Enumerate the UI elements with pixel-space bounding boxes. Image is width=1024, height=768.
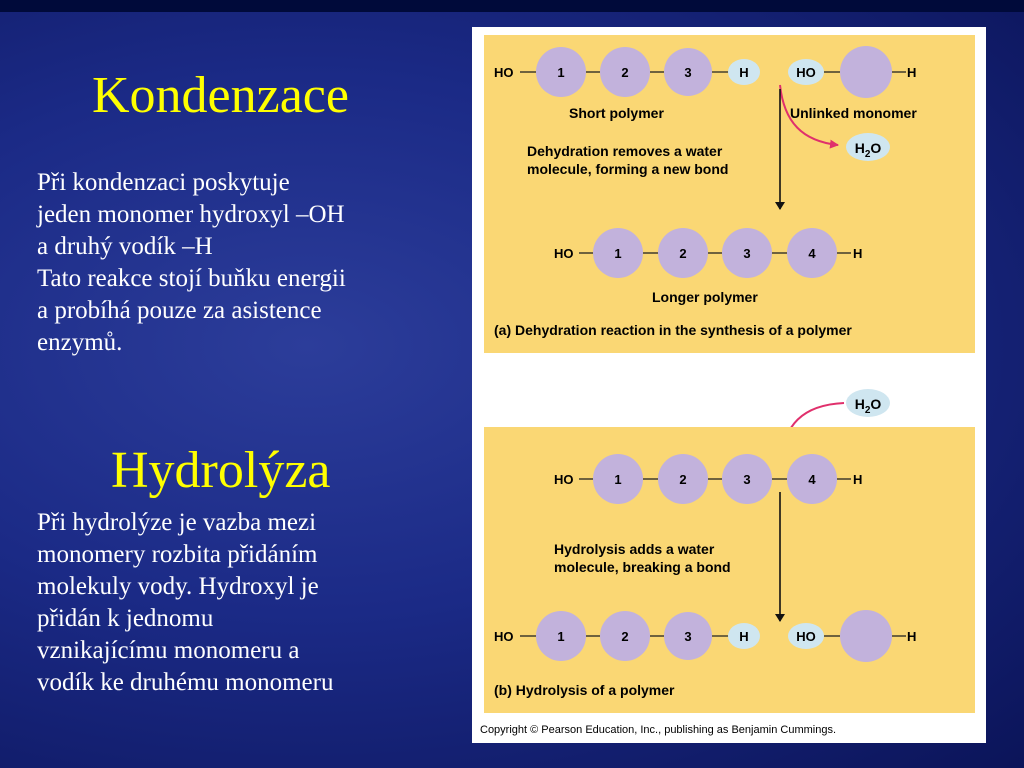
hydrolysis-description-line2: molecule, breaking a bond	[554, 559, 731, 575]
reaction-diagram-svg	[472, 27, 986, 743]
short-polymer-label: Short polymer	[569, 105, 664, 121]
monomer-number: 1	[557, 629, 565, 644]
monomer-number: 3	[743, 472, 751, 487]
hydroxyl-label: HO	[796, 65, 816, 80]
hydrolysis-line: molekuly vody. Hydroxyl je	[37, 573, 319, 600]
condensation-line: Tato reakce stojí buňku energii	[37, 265, 346, 292]
monomer-number: 3	[743, 246, 751, 261]
water-subscript: 2	[864, 149, 871, 160]
monomer-number: 3	[684, 629, 692, 644]
panel-a-caption: (a) Dehydration reaction in the synthesis of a polymer	[494, 322, 852, 338]
hydroxyl-label: HO	[494, 65, 514, 80]
monomer-number: 2	[679, 472, 687, 487]
monomer-number: 1	[614, 472, 622, 487]
water-o: O	[870, 140, 882, 156]
hydrolysis-line: Při hydrolýze je vazba mezi	[37, 509, 317, 536]
hydroxyl-label: HO	[796, 629, 816, 644]
hydroxyl-label: HO	[554, 472, 574, 487]
condensation-line: a probíhá pouze za asistence	[37, 297, 322, 324]
condensation-line: enzymů.	[37, 329, 123, 356]
monomer-number: 2	[621, 629, 629, 644]
heading-hydrolysis: Hydrolýza	[111, 442, 331, 499]
hydrolysis-description-line1: Hydrolysis adds a water	[554, 541, 715, 557]
hydrogen-label: H	[907, 629, 917, 644]
dehydration-description-line2: molecule, forming a new bond	[527, 161, 729, 177]
hydrolysis-line: monomery rozbita přidáním	[37, 541, 318, 568]
monomer-number: 4	[808, 472, 816, 487]
water-o: O	[870, 396, 882, 412]
released-monomer-circle	[840, 610, 892, 662]
monomer-number: 1	[614, 246, 622, 261]
water-h: H	[854, 140, 865, 156]
top-bar	[0, 0, 1024, 12]
hydroxyl-label: HO	[554, 246, 574, 261]
condensation-line: jeden monomer hydroxyl –OH	[37, 201, 345, 228]
unlinked-monomer-circle	[840, 46, 892, 98]
hydrogen-label: H	[853, 472, 863, 487]
hydrolysis-line: vodík ke druhému monomeru	[37, 669, 334, 696]
condensation-line: a druhý vodík –H	[37, 233, 213, 260]
polymer-reaction-figure	[472, 27, 986, 743]
water-subscript: 2	[864, 405, 871, 416]
unlinked-monomer-label: Unlinked monomer	[790, 105, 917, 121]
hydrogen-label: H	[739, 65, 749, 80]
monomer-number: 3	[684, 65, 692, 80]
monomer-number: 2	[679, 246, 687, 261]
monomer-number: 1	[557, 65, 565, 80]
heading-condensation: Kondenzace	[92, 67, 349, 124]
dehydration-description-line1: Dehydration removes a water	[527, 143, 723, 159]
hydrolysis-line: přidán k jednomu	[37, 605, 214, 632]
hydrogen-label: H	[853, 246, 863, 261]
longer-polymer-label: Longer polymer	[652, 289, 758, 305]
panel-b-caption: (b) Hydrolysis of a polymer	[494, 682, 675, 698]
hydrogen-label: H	[739, 629, 749, 644]
monomer-number: 4	[808, 246, 816, 261]
water-h: H	[854, 396, 865, 412]
hydrogen-label: H	[907, 65, 917, 80]
copyright-notice: Copyright © Pearson Education, Inc., publishing as Benjamin Cummings.	[480, 724, 837, 736]
hydrolysis-line: vznikajícímu monomeru a	[37, 637, 300, 664]
hydroxyl-label: HO	[494, 629, 514, 644]
hydrolysis-text	[37, 507, 333, 699]
condensation-text	[37, 167, 346, 359]
condensation-line: Při kondenzaci poskytuje	[37, 169, 290, 196]
monomer-number: 2	[621, 65, 629, 80]
